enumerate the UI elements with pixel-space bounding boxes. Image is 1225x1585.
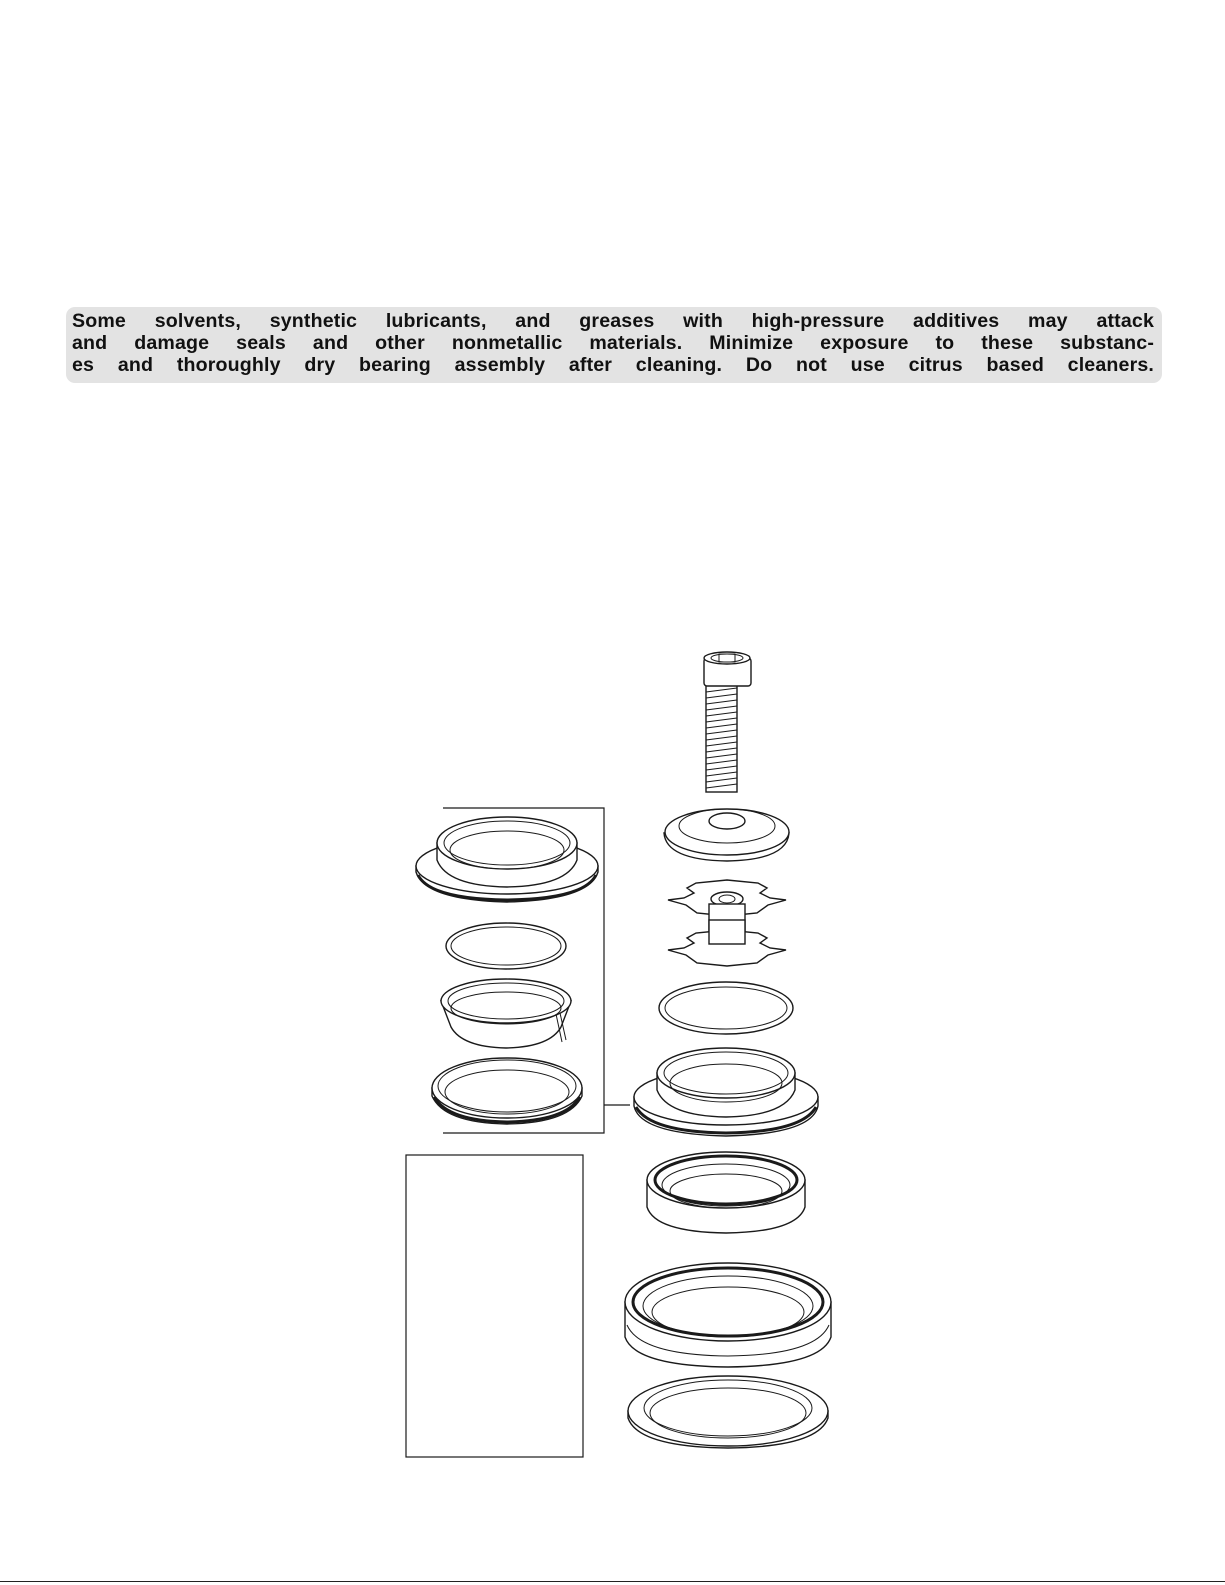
star-nut-icon [668,880,786,966]
crown-race-icon [628,1376,828,1448]
upper-bearing-icon [647,1152,805,1233]
warning-line-3: es and thoroughly dry bearing assembly after cleaning. Do not use citrus based cleaners. [72,354,1154,376]
alt-split-ring-icon [441,979,571,1048]
warning-line-1: Some solvents, synthetic lubricants, and greases with high-pressure additives may attack [72,310,1154,332]
alt-cup-icon [416,817,598,902]
footer-rule [0,1581,1225,1582]
blank-label-box [406,1155,583,1457]
top-cap-icon [664,809,789,861]
alt-seal-icon [446,923,566,969]
alt-lower-race-icon [432,1058,582,1124]
lower-bearing-icon [625,1263,831,1367]
bolt-icon [704,652,751,792]
upper-cup-icon [634,1048,818,1136]
compression-ring-icon [659,982,793,1034]
warning-line-2: and damage seals and other nonmetallic materials. Minimize exposure to these substanc- [72,332,1154,354]
